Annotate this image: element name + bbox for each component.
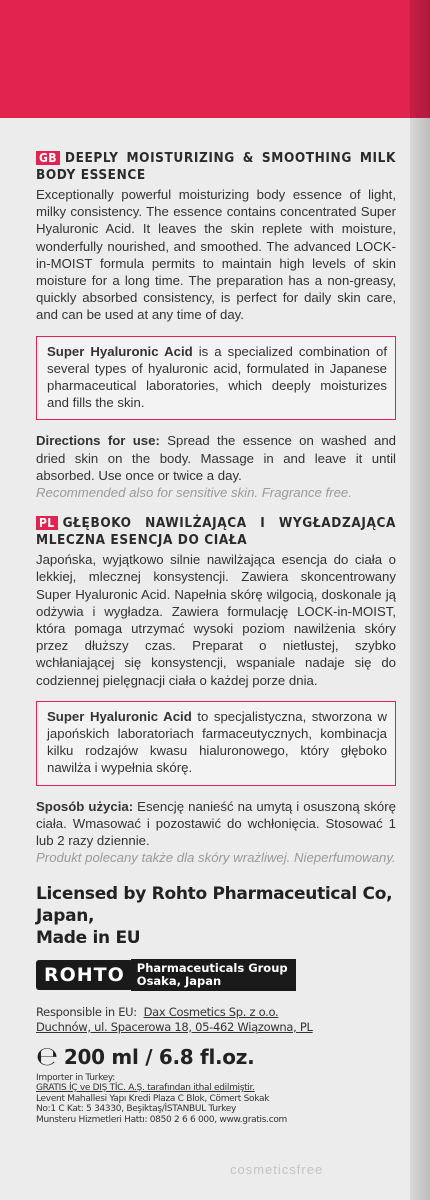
- gb-directions: [36, 432, 396, 484]
- importer-block: [36, 1073, 396, 1126]
- volume-text: 200 ml / 6.8 fl.oz.: [63, 1044, 255, 1069]
- responsible-block: [36, 1005, 396, 1035]
- license-block: [36, 883, 396, 949]
- responsible-line-1: [36, 1005, 396, 1020]
- license-line-1: Licensed by Rohto Pharmaceutical Co, Japan,: [36, 883, 393, 926]
- right-edge-strip-top: [410, 0, 430, 118]
- rohto-logo-line-1: Pharmaceuticals Group: [136, 960, 288, 975]
- label-content: [36, 150, 396, 1125]
- gb-heading: [36, 150, 396, 184]
- importer-line-2: GRATIS İÇ ve DIŞ TİC. A.Ş. tarafından ithal edilmiştir.: [36, 1083, 255, 1093]
- importer-line-1: Importer in Turkey:: [36, 1072, 116, 1083]
- rohto-logo-line-2: Osaka, Japan: [136, 973, 222, 988]
- gb-language-badge: GB: [36, 151, 60, 165]
- importer-line-3: Levent Mahallesi Yapı Kredi Plaza C Blok, Cömert Sokak: [36, 1093, 270, 1104]
- importer-line-5: Munsteru Hizmetleri Hattı: 0850 2 6 6 000, www.gratis.com: [36, 1114, 288, 1125]
- gb-title: DEEPLY MOISTURIZING & SMOOTHING MILK BODY ESSENCE: [36, 150, 396, 183]
- pl-title: GŁĘBOKO NAWILŻAJĄCA I WYGŁADZAJĄCA MLECZNA ESENCJA DO CIAŁA: [36, 515, 396, 549]
- rohto-logo: [36, 959, 396, 991]
- watermark: cosmeticsfree: [230, 1162, 324, 1177]
- estimated-sign-icon: ℮: [36, 1041, 58, 1072]
- gb-description: Exceptionally powerful moisturizing body essence of light, milky consistency. The essence contains concentrated Super Hyaluronic Acid. It leaves the skin replete with moisture, wonderfully nourished, and smoothed. The advanced LOCK-in-MOIST formula permits to maintain high levels of skin moisture for a long time. The preparation has a non-greasy, quickly absorbed consistency, is perfect for daily skin care, and can be used at any time of day.: [36, 187, 396, 323]
- pl-hyaluronic-box: [36, 701, 396, 786]
- gb-box-bold: Super Hyaluronic Acid: [47, 343, 193, 359]
- importer-line-4: No:1 C Kat: 5 34330, Beşiktaş/İSTANBUL Turkey: [36, 1104, 236, 1114]
- pl-heading: [36, 515, 396, 549]
- pl-box-bold: Super Hyaluronic Acid: [47, 708, 192, 724]
- top-color-band: [0, 0, 410, 118]
- right-edge-strip: [410, 0, 430, 1200]
- volume-line: [36, 1041, 396, 1072]
- gb-directions-label: Directions for use:: [36, 433, 160, 449]
- pl-directions-label: Sposób użycia:: [36, 798, 134, 814]
- responsible-label: Responsible in EU:: [36, 1004, 137, 1019]
- pl-directions: [36, 798, 396, 850]
- pl-description: Japońska, wyjątkowo silnie nawilżająca esencja do ciała o lekkiej, mlecznej konsystencji. Zawiera skoncentrowany Super Hyaluronic Acid. Napełnia skórę wilgocią, doskonale ją odżywia i wygładza. Zawiera formulację LOCK-in-MOIST, która pomaga utrzymać wysoki poziom nawilżenia skóry przez dłuższy czas. Preparat o nietłustej, szybko wchłaniającej się konsystencji, wspaniale nadaje się do codziennej pielęgnacji ciała o każdej porze dnia.: [36, 552, 396, 688]
- pl-directions-text: Esencję nanieść na umytą i osuszoną skórę ciała. Wmasować i pozostawić do wchłonięcia. Stosować 1 lub 2 razy dziennie.: [36, 798, 396, 849]
- rohto-logo-caption: [131, 959, 296, 991]
- gb-directions-text: Spread the essence on washed and dried skin on the body. Massage in and leave it until absorbed. Use once or twice a day.: [36, 433, 396, 483]
- license-line-2: Made in EU: [36, 927, 141, 948]
- rohto-wordmark: ROHTO: [36, 960, 133, 990]
- gb-note: Recommended also for sensitive skin. Fragrance free.: [36, 485, 352, 501]
- pl-note: Produkt polecany także dla skóry wrażliwej. Nieperfumowany.: [36, 850, 396, 866]
- gb-hyaluronic-box: [36, 336, 396, 421]
- responsible-company: Dax Cosmetics Sp. z o.o.: [143, 1004, 279, 1019]
- responsible-address: Duchnów, ul. Spacerowa 18, 05-462 Wiązowna, PL: [36, 1019, 313, 1034]
- pl-language-badge: PL: [36, 516, 58, 530]
- pl-box-text: to specjalistyczna, stworzona w japońskich laboratoriach farmaceutycznych, kombinacja kilku rodzajów kwasu hialuronowego, który głęboko nawilża i wypełnia skórę.: [47, 708, 387, 776]
- gb-box-text: is a specialized combination of several types of hyaluronic acid, formulated in Japanese pharmaceutical laboratories, which deeply moisturizes and fills the skin.: [47, 343, 387, 411]
